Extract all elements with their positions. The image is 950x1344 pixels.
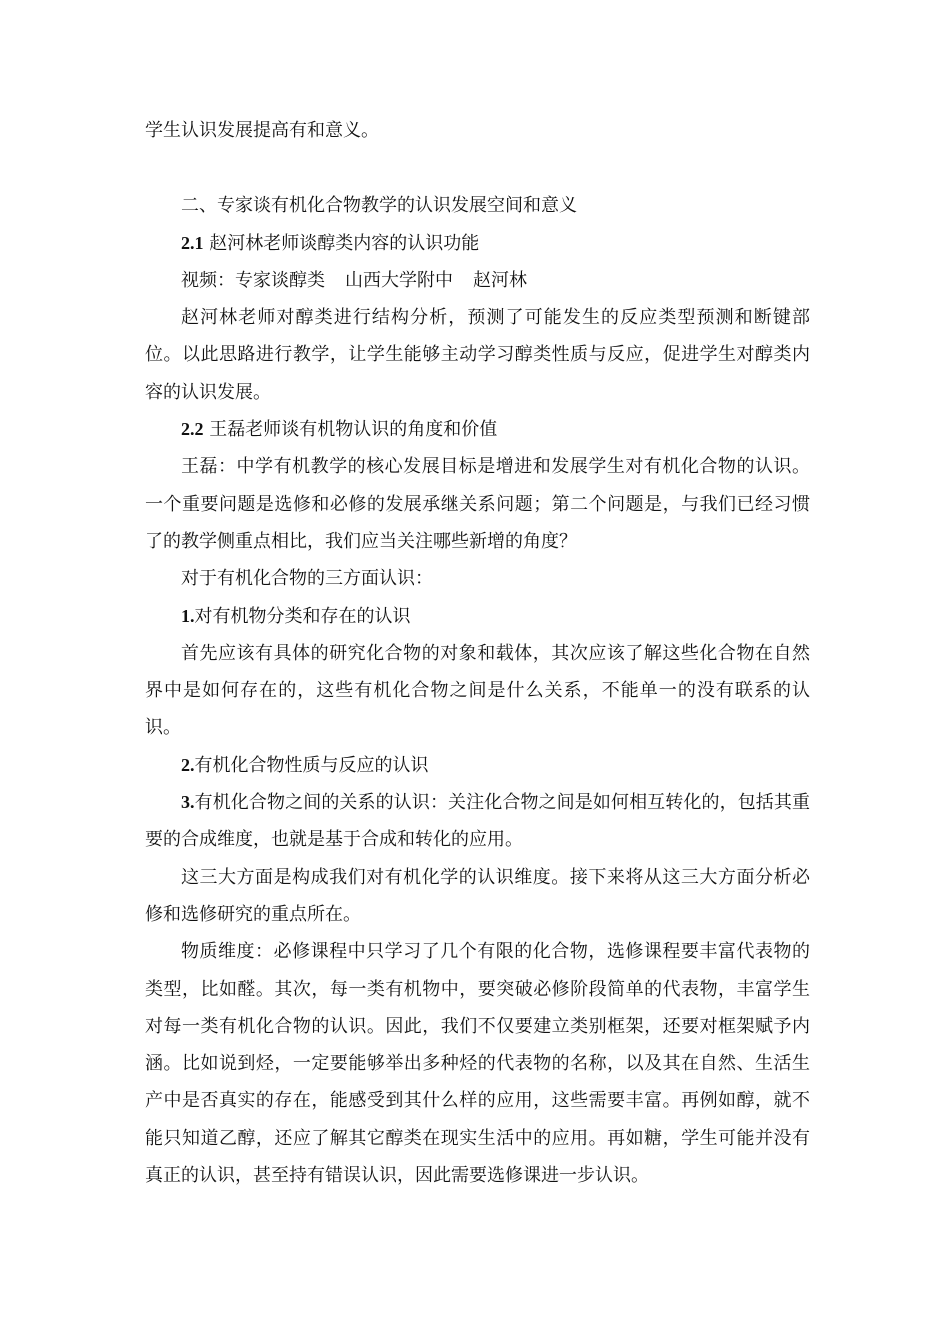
list-text: 对有机物分类和存在的认识 bbox=[194, 605, 411, 627]
list-text: 有机化合物之间的关系的认识：关注化合物之间是如何相互转化的，包括其重要的合成维度，也就是基于合成和转化的应用。 bbox=[145, 792, 810, 851]
subsection-number: 2.1 bbox=[181, 232, 204, 253]
paragraph-wang: 王磊：中学有机教学的核心发展目标是增进和发展学生对有机化合物的认识。一个重要问题是选修和必修的发展承继关系问题；第二个问题是，与我们已经习惯了的教学侧重点相比，我们应当关注哪些新增的角度？ bbox=[145, 456, 810, 552]
list-number: 2. bbox=[181, 754, 195, 775]
video-speaker: 赵河林 bbox=[473, 269, 527, 291]
list-number: 1. bbox=[181, 605, 195, 626]
paragraph-continuation: 学生认识发展提高有和意义。 bbox=[145, 120, 379, 141]
subsection-number: 2.2 bbox=[181, 419, 204, 440]
document-page bbox=[145, 112, 810, 1194]
paragraph-gap bbox=[145, 149, 810, 187]
subsection-title: 王磊老师谈有机物认识的角度和价值 bbox=[209, 419, 498, 441]
paragraph-item1-detail: 首先应该有具体的研究化合物的对象和载体，其次应该了解这些化合物在自然界中是如何存在的，这些有机化合物之间是什么关系，不能单一的没有联系的认识。 bbox=[145, 642, 810, 739]
paragraph-matter-dimension: 物质维度：必修课程中只学习了几个有限的化合物，选修课程要丰富代表物的类型，比如醛。其次，每一类有机物中，要突破必修阶段简单的代表物，丰富学生对每一类有机化合物的认识。因此，我们不仅要建立类别框架，还要对框架赋予内涵。比如说到烃，一定要能够举出多种烃的代表物的名称，以及其在自然、生活生产中是否真实的存在，能感受到其什么样的应用，这些需要丰富。再例如醇，就不能只知道乙醇，还应了解其它醇类在现实生活中的应用。再如糖，学生可能并没有真正的认识，甚至持有错误认识，因此需要选修课进一步认识。 bbox=[145, 941, 810, 1187]
paragraph-dimensions: 这三大方面是构成我们对有机化学的认识维度。接下来将从这三大方面分析必修和选修研究的重点所在。 bbox=[145, 866, 810, 925]
list-item-1 bbox=[145, 598, 810, 635]
subsection-heading-2-1 bbox=[145, 225, 810, 262]
video-caption bbox=[145, 262, 810, 299]
list-text: 有机化合物性质与反应的认识 bbox=[194, 754, 429, 776]
paragraph-three-aspects: 对于有机化合物的三方面认识： bbox=[181, 568, 433, 590]
video-school: 山西大学附中 bbox=[345, 269, 453, 291]
paragraph-zhao: 赵河林老师对醇类进行结构分析，预测了可能发生的反应类型预测和断键部位。以此思路进行教学，让学生能够主动学习醇类性质与反应，促进学生对醇类内容的认识发展。 bbox=[145, 307, 810, 403]
section-heading: 二、专家谈有机化合物教学的认识发展空间和意义 bbox=[181, 195, 577, 217]
list-item-2 bbox=[145, 747, 810, 784]
list-item-3 bbox=[145, 784, 810, 859]
subsection-title: 赵河林老师谈醇类内容的认识功能 bbox=[209, 232, 480, 254]
subsection-heading-2-2 bbox=[145, 411, 810, 448]
video-title: 视频：专家谈醇类 bbox=[181, 269, 325, 291]
list-number: 3. bbox=[181, 792, 195, 813]
